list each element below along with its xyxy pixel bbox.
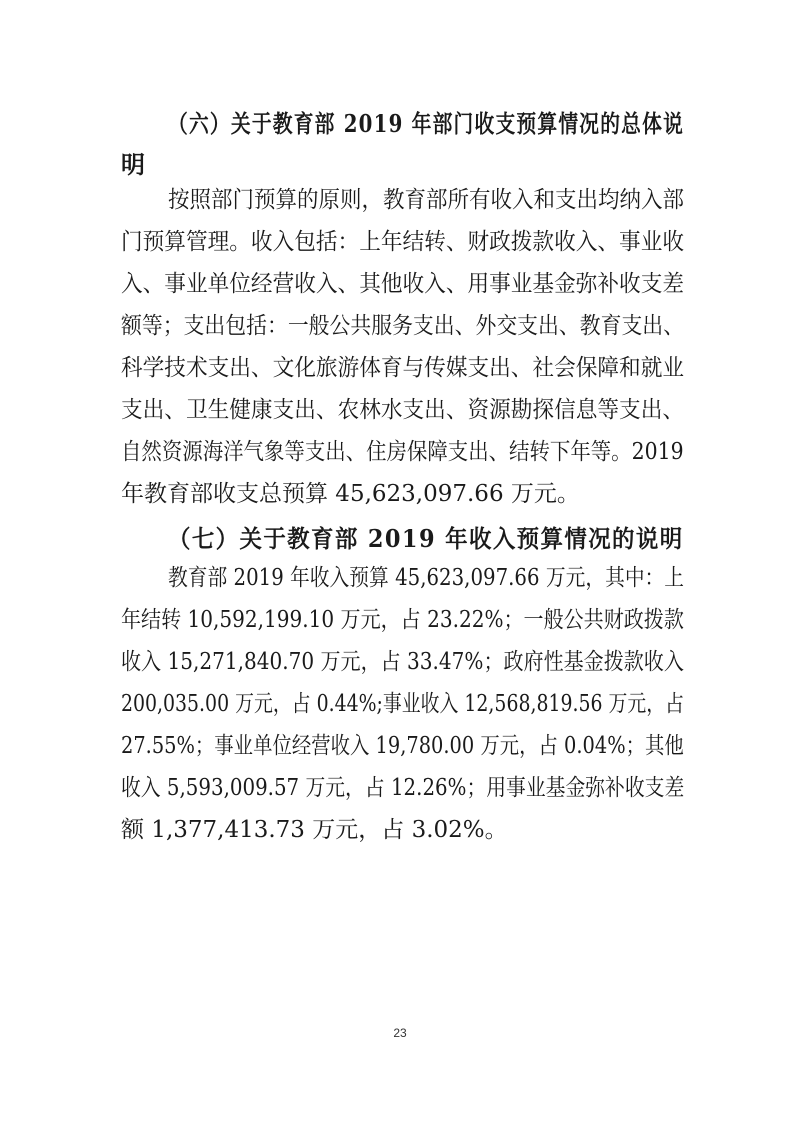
section-7-paragraph-line: 额 1,377,413.73 万元，占 3.02%。	[121, 817, 508, 843]
section-6-paragraph-line: 支出、卫生健康支出、农林水支出、资源勘探信息等支出、	[121, 397, 685, 423]
section-7-paragraph-line: 收入 5,593,009.57 万元，占 12.26%；用事业基金弥补收支差	[121, 775, 685, 801]
section-6-heading-line-1: （六）关于教育部 2019 年部门收支预算情况的总体说	[168, 109, 685, 138]
section-6-paragraph-line: 科学技术支出、文化旅游体育与传媒支出、社会保障和就业	[121, 355, 685, 381]
section-6-paragraph-line: 自然资源海洋气象等支出、住房保障支出、结转下年等。2019	[121, 439, 684, 465]
section-7-paragraph-line: 教育部 2019 年收入预算 45,623,097.66 万元，其中：上	[168, 565, 685, 591]
section-7-heading: （七）关于教育部 2019 年收入预算情况的说明	[168, 524, 684, 553]
page-number: 23	[393, 1026, 407, 1040]
section-6-paragraph-line: 年教育部收支总预算 45,623,097.66 万元。	[121, 481, 580, 507]
section-7-paragraph-line: 27.55%；事业单位经营收入 19,780.00 万元，占 0.04%；其他	[121, 733, 684, 759]
section-6-heading-line-2: 明	[121, 150, 147, 179]
section-6-paragraph-line: 入、事业单位经营收入、其他收入、用事业基金弥补收支差	[121, 271, 685, 297]
section-6-paragraph-line: 额等；支出包括：一般公共服务支出、外交支出、教育支出、	[121, 313, 684, 339]
section-6-paragraph-line: 门预算管理。收入包括：上年结转、财政拨款收入、事业收	[121, 229, 685, 255]
section-7-paragraph-line: 年结转 10,592,199.10 万元，占 23.22%；一般公共财政拨款	[121, 607, 684, 633]
section-7-paragraph-line: 收入 15,271,840.70 万元，占 33.47%；政府性基金拨款收入	[121, 649, 684, 675]
section-7-paragraph-line: 200,035.00 万元，占 0.44%;事业收入 12,568,819.56 万元，占	[121, 691, 685, 717]
section-6-paragraph-line: 按照部门预算的原则，教育部所有收入和支出均纳入部	[168, 187, 685, 213]
